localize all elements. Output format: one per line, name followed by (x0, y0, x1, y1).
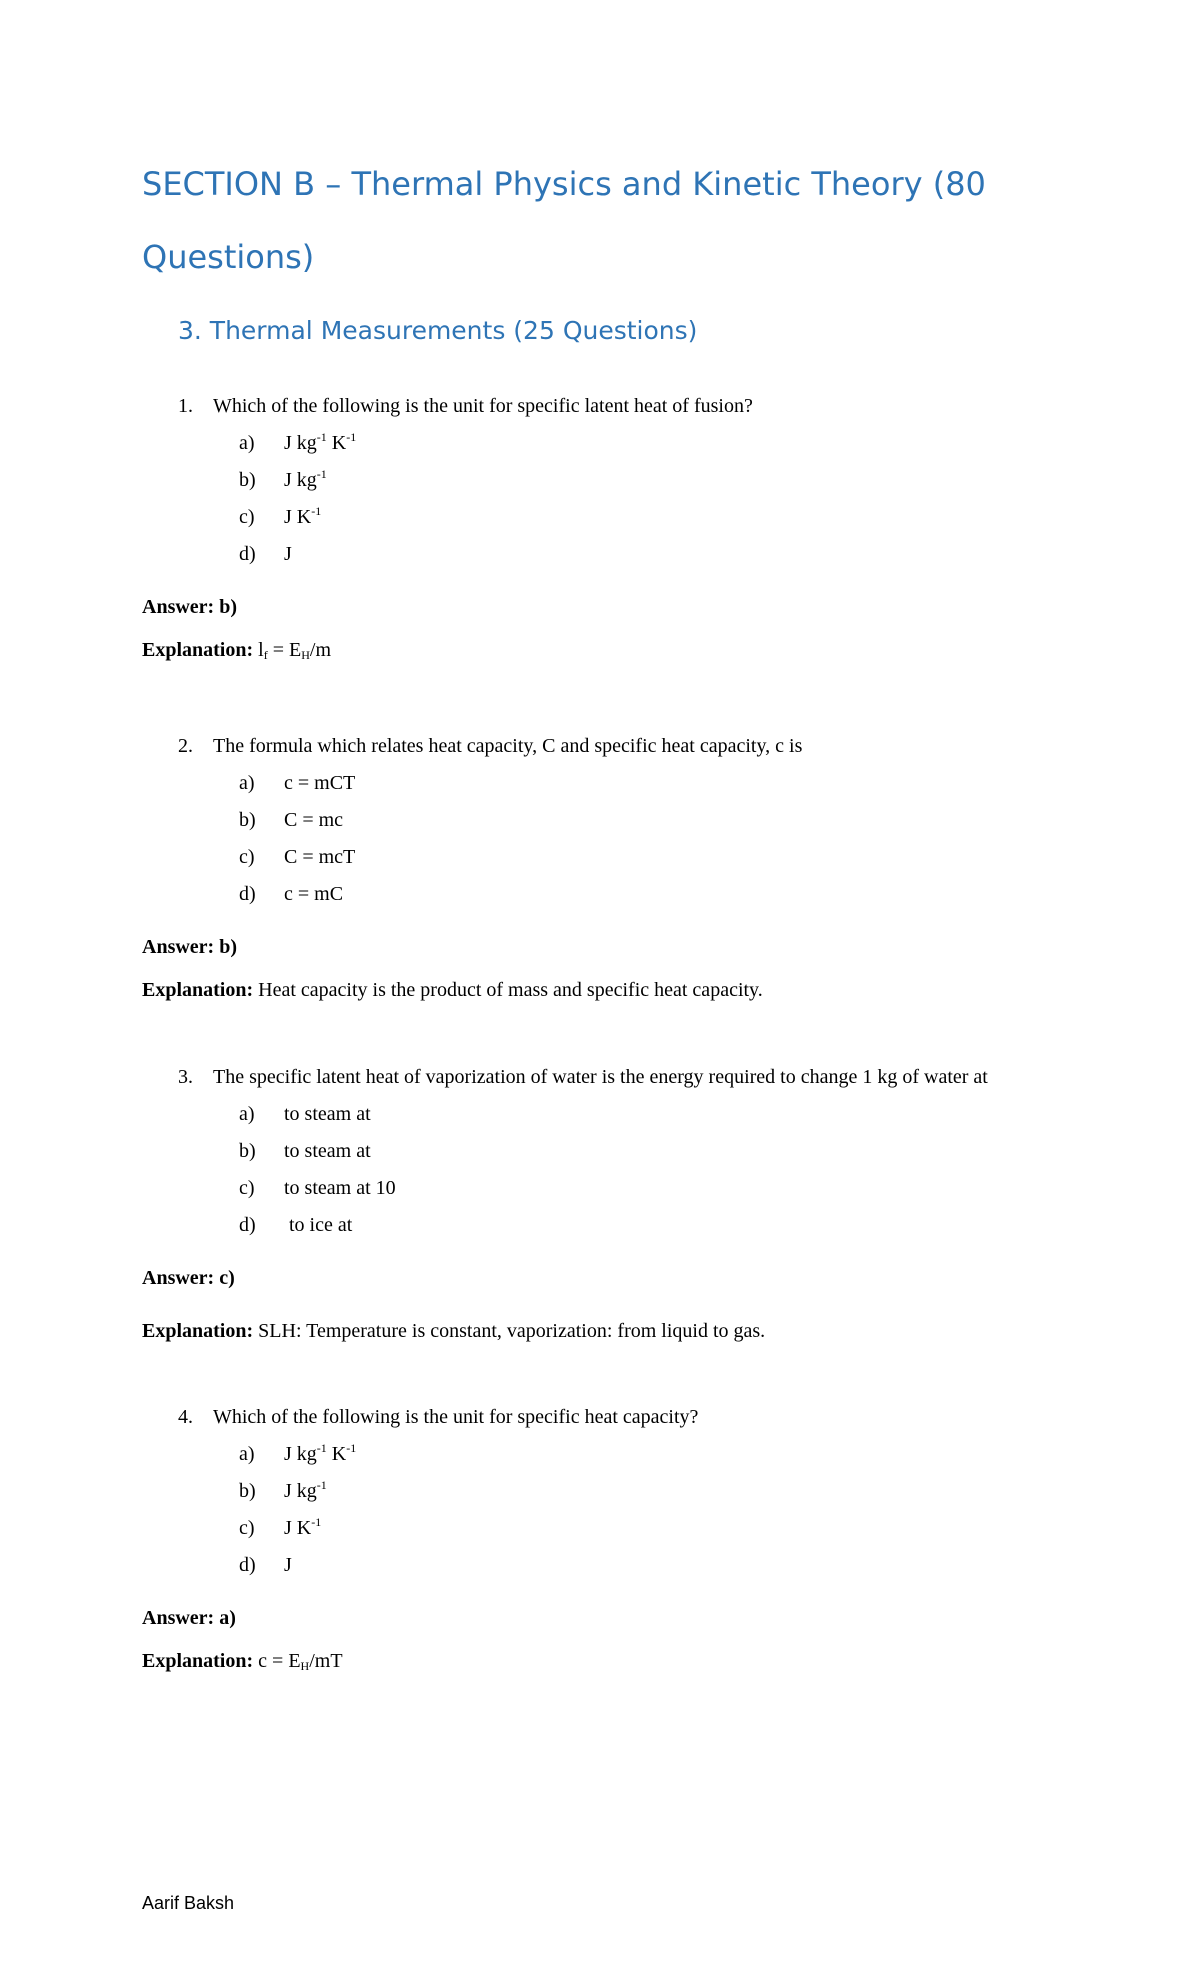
question-3 (178, 1064, 988, 1090)
option-d: d) J (239, 1554, 292, 1576)
subsection-heading: 3. Thermal Measurements (25 Questions) (178, 316, 698, 345)
explanation: Explanation: $l_f = E_H/m$ (142, 639, 332, 662)
option-b: b) J $kg^{-1}$ (239, 1478, 327, 1502)
question-1 (178, 393, 753, 419)
question-4 (178, 1404, 698, 1430)
question-text: The specific latent heat of vaporization of water is the energy required to change 1 kg of water at (213, 1066, 988, 1088)
question-text: Which of the following is the unit for specific heat capacity? (213, 1406, 699, 1428)
option-a: a) J $kg^{-1}$ $K^{-1}$ (239, 1441, 357, 1465)
explanation: Explanation: Heat capacity is the product of mass and specific heat capacity. (142, 979, 763, 1001)
option-a: a) J $kg^{-1}$ $K^{-1}$ (239, 430, 357, 454)
section-heading-line1: SECTION B – Thermal Physics and Kinetic Theory (80 (142, 165, 986, 203)
question-number: 4. (178, 1406, 193, 1428)
option-b: b) to steam at (239, 1140, 371, 1162)
section-heading (142, 148, 1092, 294)
question-number: 1. (178, 395, 193, 417)
answer: Answer: b) (142, 596, 237, 618)
option-c: c) J $K^{-1}$ (239, 504, 322, 528)
option-c: c) to steam at 10 (239, 1177, 396, 1199)
explanation: Explanation: $c = E_H/mT$ (142, 1650, 343, 1673)
answer: Answer: b) (142, 936, 237, 958)
option-b: b) C = mc (239, 809, 344, 831)
option-d: d) c = mC (239, 883, 344, 905)
question-2 (178, 733, 802, 759)
question-text: The formula which relates heat capacity, C and specific heat capacity, c is (213, 735, 803, 757)
answer: Answer: a) (142, 1607, 236, 1629)
option-a: a) c = mCT (239, 772, 356, 794)
answer: Answer: c) (142, 1267, 235, 1289)
footer-author: Aarif Baksh (142, 1893, 235, 1913)
question-text: Which of the following is the unit for specific latent heat of fusion? (213, 395, 753, 417)
question-number: 2. (178, 735, 193, 757)
question-number: 3. (178, 1066, 193, 1088)
option-a: a) to steam at (239, 1103, 371, 1125)
option-b: b) J $kg^{-1}$ (239, 467, 327, 491)
option-d: d) to ice at (239, 1214, 353, 1236)
explanation: Explanation: SLH: Temperature is constant, vaporization: from liquid to gas. (142, 1320, 766, 1342)
section-heading-line2: Questions) (142, 238, 315, 276)
option-c: c) C = mcT (239, 846, 356, 868)
option-d: d) J (239, 543, 292, 565)
option-c: c) J $K^{-1}$ (239, 1515, 322, 1539)
